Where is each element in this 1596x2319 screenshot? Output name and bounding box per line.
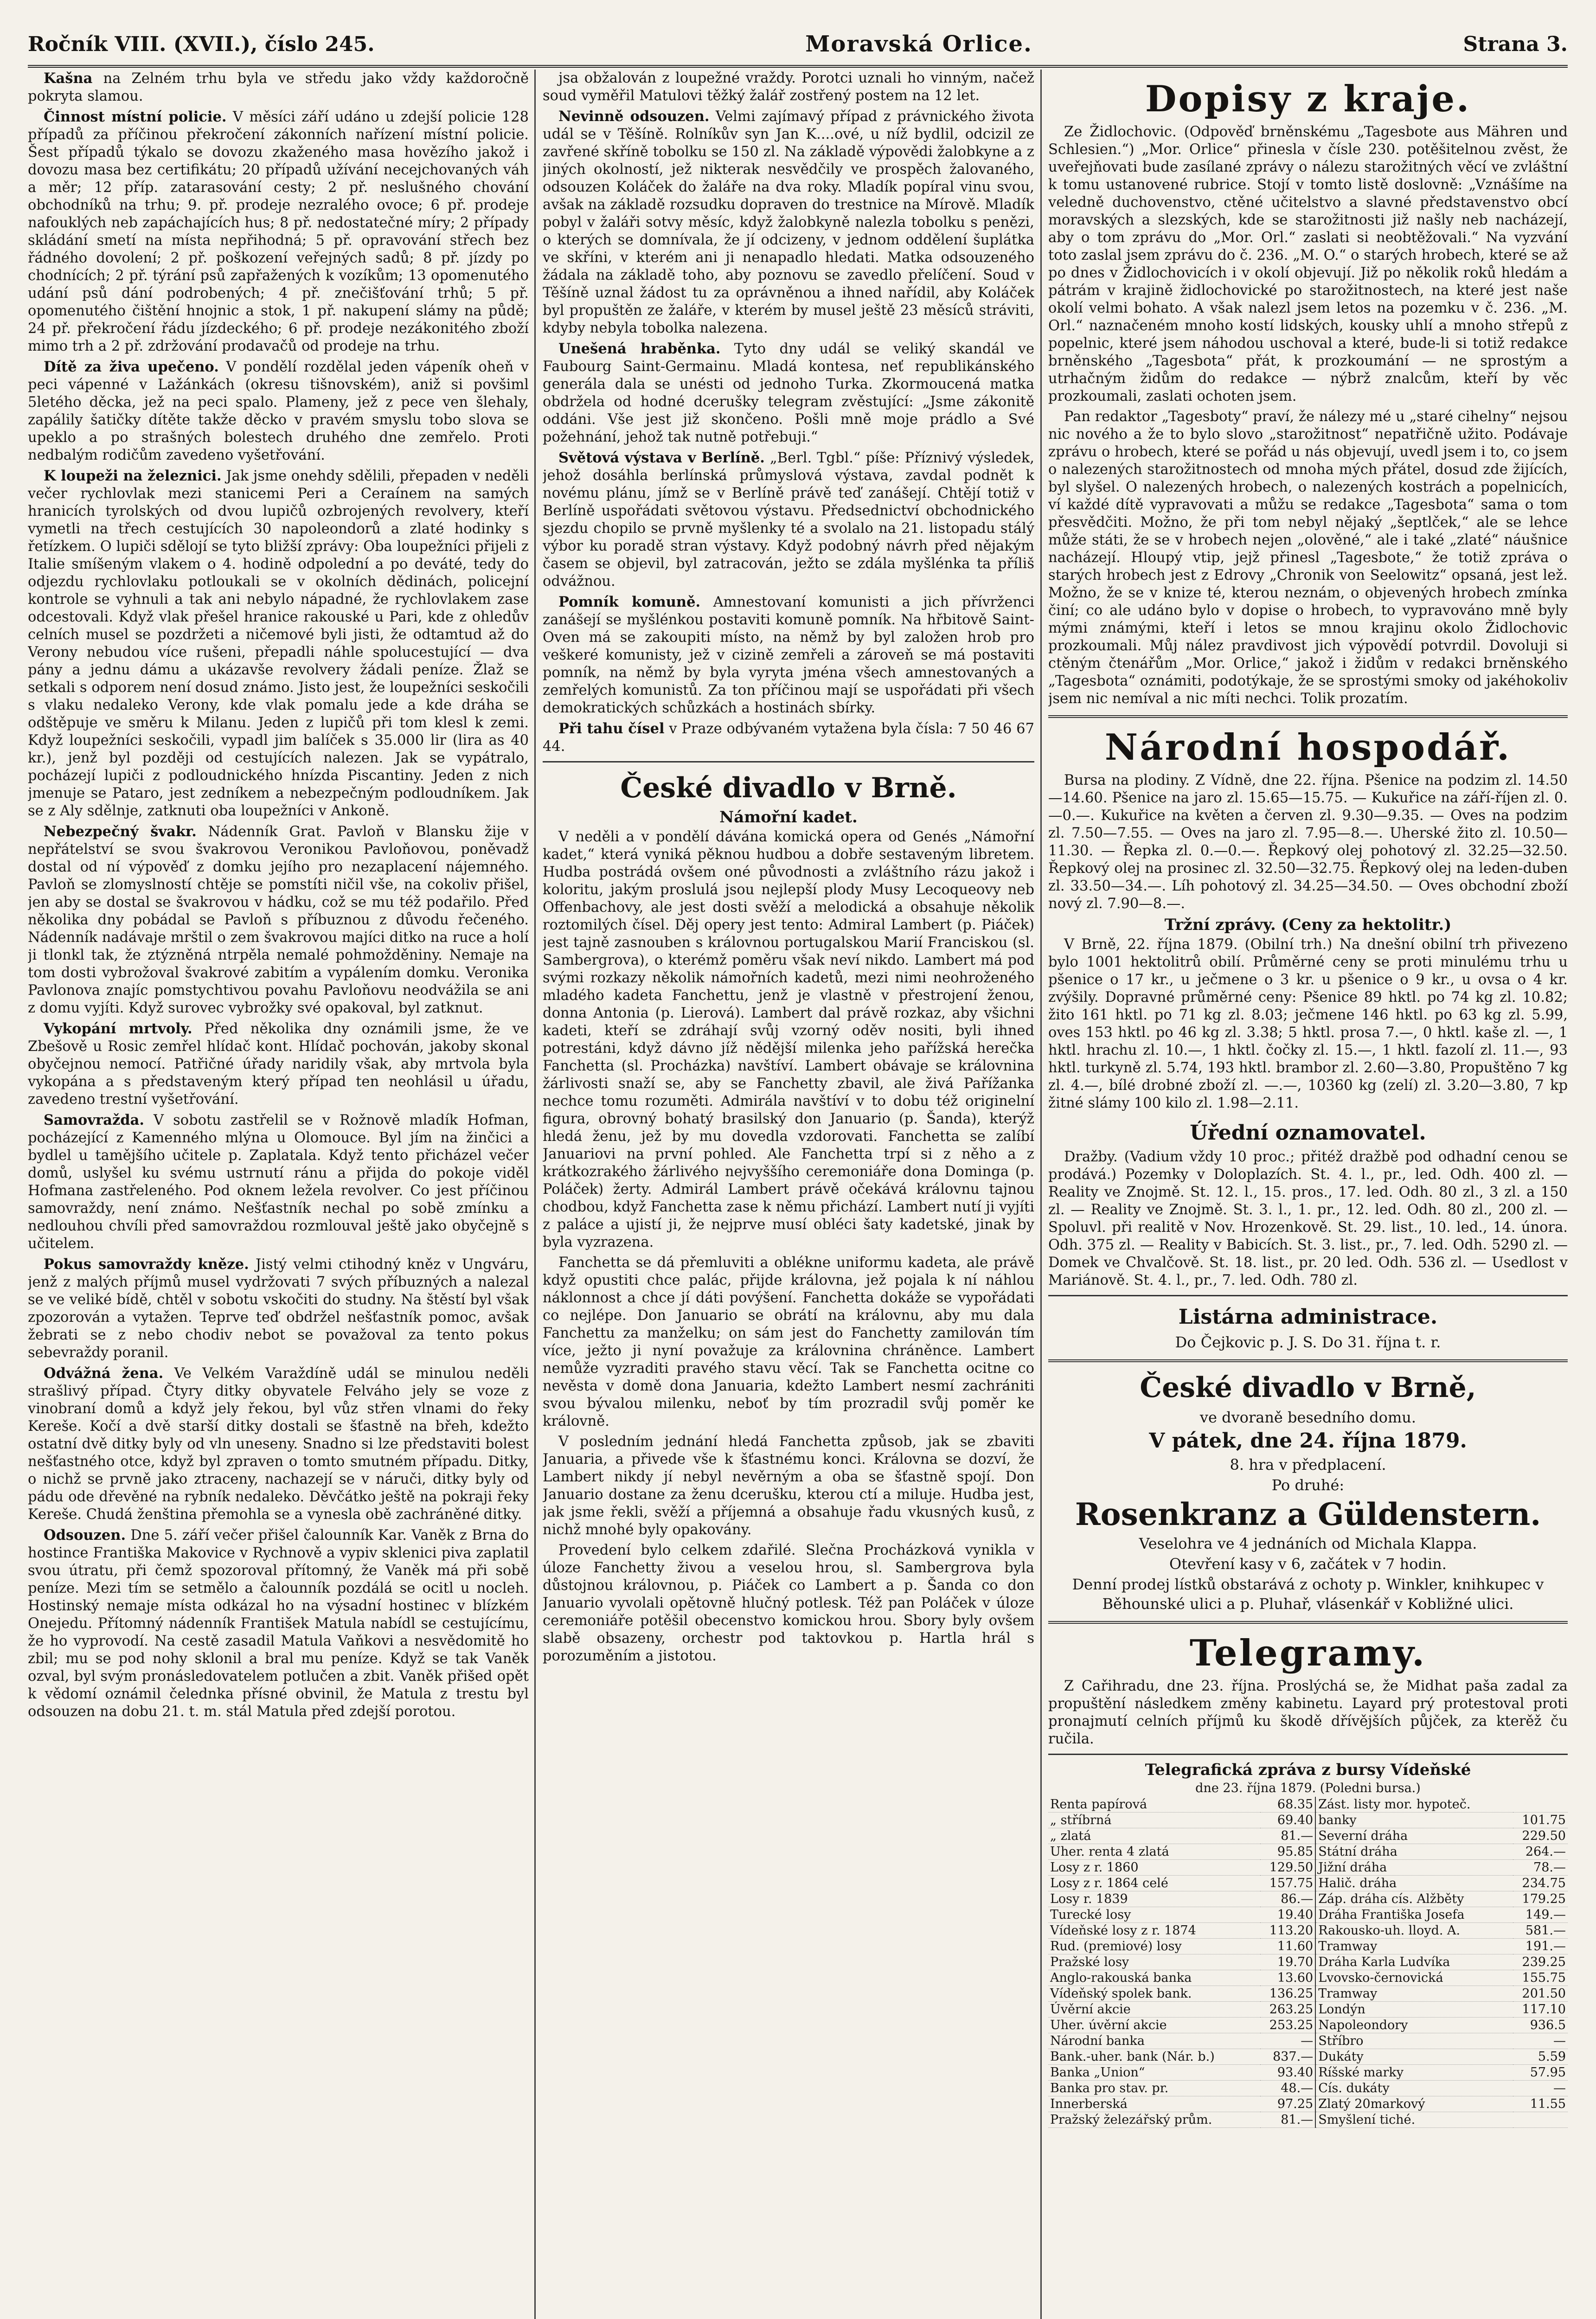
bursa-value: 263.25 [1260,2002,1315,2018]
bursa-item: Vídeňský spolek bank. [1048,1986,1260,2002]
article [28,1256,529,1362]
bursa-value [1513,2112,1568,2128]
bursa-value: 13.60 [1260,1970,1315,1986]
bursa-value: 101.75 [1513,1813,1568,1828]
theatre-review-body [543,828,1034,1665]
bursa-value: 97.25 [1260,2096,1315,2112]
article-text: „Berl. Tgbl.“ píše: Příznivý výsledek, jehož dosáhla berlínská průmyslová výstava, zavdal podnět k novému plánu, jímž se v Berlíně právě teď zanášejí. Chtějí totiž v Berlíně uspořádati světovou výstavu. Předsednictví obchodnického sjezdu chopilo se prvně myšlenky té a svolalo na 21. listopadu stálý výbor ku poradě stran výstavy. Když podobný návrh před nějakým časem se objevil, byl zatracován, ježto se zdála myšlénka ta příliš odvážnou. [543,450,1034,589]
article [543,108,1034,337]
bursa-value: 136.25 [1260,1986,1315,2002]
urad-body: Dražby. (Vadium vždy 10 proc.; přitéž dražbě pod odhadní cenou se prodává.) Pozemky v Doloplazích. St. 4. l., pr., led. Odh. 400 zl. — Reality ve Znojmě. St. 12. l., 15. pros., 17. led. Odh. 80 zl., 3 zl. a 150 zl. — Reality ve Znojmě. St. 3. l., 1. pr., 12. led. Odh. 80 zl., 200 zl. — Spoluvl. při realitě v Nov. Hrozenkově. St. 29. list., 10. led., 14. února. Odh. 375 zl. — Reality v Babicích. St. 3. list., pr., 7. led. Odh. 5290 zl. — Domek ve Chvalčově. St. 18. list., pr. 20 led. Odh. 536 zl. — Usedlost v Mariánově. St. 4. l., pr., 7. led. Odh. 780 zl. [1048,1149,1568,1288]
bursa-row [1048,1844,1568,1860]
bursa-row [1048,1860,1568,1876]
column-middle-news [543,70,1034,756]
hospodar-title: Národní hospodář. [1104,726,1512,769]
theatre-ad-tickets: Denní prodej lístků obstarává z ochoty p. Winkler, knihkupec v Běhounské ulici a p. Pluhař, vlásenkář v Kobližné ulici. [1072,1576,1544,1613]
bursa-row [1048,2081,1568,2096]
article-text: V neděli a v pondělí dávána komická opera od Genés „Námořní kadet,“ která vyniká pěknou hudbou a dobře sestaveným libretem. Hudba postrádá ovšem oné původnosti a zvláštního rázu jakož i koloritu, jakým proslulá jsou nejlepší plody Musy Lecoqueovy neb Offenbachovy, ale jest dosti svěží a melodická a obsahuje několik roztomilých čísel. Děj opery jest tento: Admiral Lambert (p. Piáček) jest tajně zasnouben s královnou portugalskou Marií Franciskou (sl. Sambergrova), o kterémž poměru však neví nikdo. Lambert má pod svými rozkazy několik námořních kadetů, mezi nimi neohroženého mladého kadeta Fanchettu, jenž je vlastně v přestrojení ženou, donna Antonia (p. Lierová). Lambert dal právě rozkaz, aby všichni kadeti, kteří se zdráhají svůj vzorný oděv nositi, byli ihned potrestáni, když dávno jíž nědější milenka jeho pařížská herečka Fanchetta (sl. Procházka) navštíví. Lambert obávaje se královnina žárlivosti snaží se, aby se Fanchetty zbavil, ale živá Pařížanka nechce tomu rozuměti. Admirála navštíví v to dobu též originelní figura, obrovný bohatý brasilský don Januario (p. Šanda), kterýž hledá ženu, jež by mu dovedla vzdorovati. Fanchetta se zalíbí Januariovi na první pohled. Ale Fanchetta trpí si z něho a z krátkozrakého žárlivého nejvyššího ceremoniáře dona Dominga (p. Poláček) žerty. Admirál Lambert právě očekává královnu tajnou chodbou, když Fanchetta zase k němu přichází. Lambert nutí ji vyjíti z paláce a ujistí ji, že nejprve musí obléci šaty kadetské, jinak by byla vyzrazena. [543,829,1034,1250]
article-headline: Odvážná žena. [44,1365,164,1382]
bursa-value: 149.— [1513,1907,1568,1923]
issue-number: Ročník VIII. (XVII.), číslo 245. [28,32,375,56]
article-text: na Zelném trhu byla ve středu jako vždy každoročně pokryta slamou. [28,70,529,104]
bursa-row [1048,2002,1568,2018]
bursa-item: Losy z r. 1860 [1048,1860,1260,1876]
article-headline: Nebezpečný švakr. [44,823,197,840]
article [28,823,529,1017]
bursa-item: Smyšlení tiché. [1316,2112,1513,2128]
bursa-value: 581.— [1513,1923,1568,1939]
bursa-item: Severní dráha [1316,1828,1513,1844]
listarna-body: Do Čejkovic p. J. S. Do 31. října t. r. [1175,1333,1441,1351]
article [543,1542,1034,1665]
article-text: Fanchetta se dá přemluviti a oblékne uniformu kadeta, ale právě když opustiti chce palác, přijde královna, jež pojala k ní náhlou náklonnost a chce jí dáti povýšení. Fanchetta dokáže se vypořádati co nejlépe. Don Januario se obrátí na královnu, aby mu dala Fanchettu za manželku; on sám jest do Fanchetty zamilován tím více, ježto ji nyní považuje za královnina chráněnce. Lambert nemůže vyzraditi pravého stavu věcí. Tak se Fanchetta ocitne co nevěsta v domě dona Januaria, kdežto Lambert nesmí zachrániti svou bývalou milenku, neboť by tím prozradil svůj poměr ke královně. [543,1255,1034,1429]
bursa-row [1048,1813,1568,1828]
bursa-item: Renta papírová [1048,1797,1260,1813]
bursa-row [1048,1891,1568,1907]
article-text: Ve Velkém Varaždíně udál se minulou neděli strašlivý případ. Čtyry ditky obyvatele Felváho jely se voze z vinobraní domů a když jely řekou, byl vůz střen vlnami do řeky Kereše. Kočí a dvě starší ditky dostali se šťastně na břeh, kdežto ostatní dvě ditky byly od vln uneseny. Snadno si lze představiti bolest nešťastného otce, když byl zpraven o tomto smutném případu. Ditky, o nichž se prvně jako ztraceny, nachazejí se v náruči, ditky byly od pádu ode dřevěné na rybník nedaleko. Děvčátko ještě na pokraji řeky Kereše. Chudá ženština přemohla se a vynesla obě zachráněné ditky. [28,1365,529,1523]
bursa-title: Telegrafická zpráva z bursy Vídeňské [1145,1761,1471,1779]
bursa-row [1048,1923,1568,1939]
bursa-value: 78.— [1513,1860,1568,1876]
bursa-row [1048,2096,1568,2112]
bursa-row [1048,2112,1568,2128]
bursa-table [1048,1797,1568,2128]
bursa-item: Národní banka [1048,2033,1260,2049]
article [28,1020,529,1108]
article-text: Jistý velmi ctihodný kněz v Ungváru, jenž z malých příjmů musel vydržovati 7 svých příbuzných a nalezal se ve veliké bídě, chtěl v sobotu vskočiti do studny. Na štěstí byl však zpozorován a vytažen. Teprve teď obdržel nešťastník pomoc, avšak žebrati se z nebo chodiv nebot se považoval za tento pokus sebevraždy poranil. [28,1256,529,1361]
bursa-item: Cís. dukáty [1316,2081,1513,2096]
bursa-value: 157.75 [1260,1876,1315,1891]
divider [1048,1754,1568,1755]
bursa-value: 57.95 [1513,2065,1568,2081]
dopisy-title: Dopisy z kraje. [1145,78,1471,120]
trzni-body: V Brně, 22. října 1879. (Obilní trh.) Na dnešní obilní trh přivezeno bylo 1001 hektolitrů obilí. Průměrné ceny se proti minulému trhu u pšenice o 17 kr., u ječmene o 3 kr. u pšenice o 9 kr., u ovsa o 4 kr. zvýšily. Dopravné průměrné ceny: Pšenice 89 hktl. po 74 kg zl. 10.82; žito 161 hktl. po 71 kg zl. 8.03; ječmene 146 hktl. po 63 kg zl. 5.99, oves 153 hktl. po 46 kg zl. 3.38; 5 hktl. prosa 7.—, 0 hktl. kaše zl. —, 1 hktl. hrachu zl. 10.—, 1 hktl. čočky zl. 15.—, 1 hktl. fazolí zl. 11.—, 93 hktl. turkyně zl. 5.74, 193 hktl. brambor zl. 2.60—3.80, Propuštěno 7 kg zl. 4.—, bílé drobné zboží zl. —.—, 10360 kg (zelí) zl. 3.20—3.80, 7 kp žitné slámy 100 kilo zl. 1.98—2.11. [1048,936,1568,1111]
article-text: Dne 5. září večer přišel čalounník Kar. Vaněk z Brna do hostince Františka Makovice v Rychnově a vypiv sklenici piva zaplatil svou útratu, při čemž spozoroval přítomný, že Vaněk má při sobě peníze. Mezi tím se setmělo a čalounník pozdálá se ocitl u nocleh. Hostinský nemaje místa odkázal ho na výsadní hostinec v blízkém Onejedu. Přítomný nádenník František Matula nabídl se cestujícímu, že ho vyprovodí. Na cestě zasadil Matula Vaňkovi a nesvědomitě ho zbil; mu se pod nohy sklonil a bral mu peníze. Když se tak Vaněk ozval, byl svým pronásledovatelem potlučen a zbit. Vaněk přišed opět k vědomí oznámil čelednka přísné obvinil, že Matula z trestu byl odsouzen na dobu 21. t. m. stál Matula před zdejší porotou. [28,1527,529,1720]
article [543,828,1034,1251]
bursa-value: 5.59 [1513,2049,1568,2065]
bursa-item: Innerberská [1048,2096,1260,2112]
divider [543,761,1034,762]
bursa-item: Rakousko-uh. lloyd. A. [1316,1923,1513,1939]
bursa-row [1048,1797,1568,1813]
article [28,1111,529,1253]
bursa-item: Státní dráha [1316,1844,1513,1860]
bursa-item: Dukáty [1316,2049,1513,2065]
bursa-value: 179.25 [1513,1891,1568,1907]
bursa-item: Pražské losy [1048,1954,1260,1970]
column-local-news [28,70,529,2319]
theatre-ad-second: Po druhé: [1271,1476,1345,1494]
bursa-item: Úvěrní akcie [1048,2002,1260,2018]
bursa-row [1048,2065,1568,2081]
theatre-review-subtitle: Námořní kadet. [719,808,858,826]
theatre-ad-venue: ve dvoraně besedního domu. [1199,1409,1417,1426]
article-headline: Pomník komuně. [558,594,701,610]
article-text: Nádenník Grat. Pavloň v Blansku žije v nepřátelství se svou švakrovou Veronikou Pavloňovou, poněvadž dostal od ní výpověď z domku jejího pro nezaplacení nájemného. Pavloň se zlomyslností chtěje se pomstíti ničil vše, na cokoliv přišel, jen aby se dostal se švakrovou v hádku, což se mu též podařilo. Před několika dny pobádal se Pavloň s příbuznou z důvodu řečeného. Nádenník nadávaje mrštil o zem švakrovou majíci ditko na ruce a holí ji tlonkl tak, že ztýzněná ntrpěla nemalé pohmožděniny. Nemaje na tom dosti vybrožoval švakrové zabitím a vypálením domku. Veronika Pavlonova znajíc pomstychtivou povahu Pavloňovu neodvážila se ani z domu vyjíti. Když surovec vybrožky své opakoval, byl zatknut. [28,824,529,1016]
bursa-value: 19.70 [1260,1954,1315,1970]
bursa-row [1048,1828,1568,1844]
bursa-item: „ zlatá [1048,1828,1260,1844]
bursa-value: 113.20 [1260,1923,1315,1939]
article-headline: Pokus samovraždy kněze. [44,1256,249,1273]
bursa-value: — [1513,2033,1568,2049]
bursa-item: Pražský železářský prům. [1048,2112,1260,2128]
bursa-date: dne 23. října 1879. (Poledni bursa.) [1195,1781,1421,1795]
divider [1048,1359,1568,1362]
divider [1048,1295,1568,1296]
bursa-value: 253.25 [1260,2018,1315,2033]
bursa-item: Losy r. 1839 [1048,1891,1260,1907]
article [28,70,529,105]
bursa-value: 234.75 [1513,1876,1568,1891]
bursa-value: 81.— [1260,1828,1315,1844]
bursa-value: 837.— [1260,2049,1315,2065]
bursa-item: Napoleondory [1316,2018,1513,2033]
article-headline: Nevinně odsouzen. [558,108,710,125]
bursa-item: Uher. renta 4 zlatá [1048,1844,1260,1860]
column-right [1048,70,1568,2319]
masthead-title: Moravská Orlice. [805,31,1032,57]
article-text: jsa obžalován z loupežné vraždy. Porotci uznali ho vinným, načež soud vyměřil Matulovi těžký žalář zostřený postem na 12 let. [543,70,1034,104]
bursa-value: 69.40 [1260,1813,1315,1828]
theatre-ad-title: České divadlo v Brně, [1140,1371,1476,1404]
bursa-item: Anglo-rakouská banka [1048,1970,1260,1986]
article-headline: K loupeži na železnici. [44,468,222,484]
bursa-value: 19.40 [1260,1907,1315,1923]
bursa-value: 155.75 [1513,1970,1568,1986]
bursa-item: Dráha Karla Ludvíka [1316,1954,1513,1970]
urad-title: Úřední oznamovatel. [1190,1121,1426,1145]
bursa-row [1048,2018,1568,2033]
bursa-item: Zlatý 20markový [1316,2096,1513,2112]
article [28,467,529,820]
article [543,1433,1034,1539]
bursa-item: Zást. listy mor. hypoteč. [1316,1797,1513,1813]
column-rule [534,70,536,2319]
article-text: v Praze odbývaném vytažena byla čísla: 7 50 46 67 44. [543,721,1034,755]
bursa-value: 191.— [1513,1939,1568,1954]
telegramy-body: Z Cařihradu, dne 23. října. Proslýchá se, že Midhat paša zadal za propuštění následkem změny kabinetu. Layard prý protestoval proti pronajmutí celních příjmů ku škodě dřívějších půjček, za kterěž ču ručila. [1048,1678,1568,1747]
article-headline: Světová výstava v Berlíně. [558,449,765,466]
article-headline: Dítě za živa upečeno. [44,359,219,375]
bursa-value: 117.10 [1513,2002,1568,2018]
article [1048,123,1568,405]
bursa-item: Uher. úvěrní akcie [1048,2018,1260,2033]
article [1048,408,1568,708]
bursa-item: banky [1316,1813,1513,1828]
bursa-plodiny: Bursa na plodiny. Z Vídně, dne 22. října. Pšenice na podzim zl. 14.50—14.60. Pšenice na jaro zl. 15.65—15.75. — Kukuřice na září-říjen zl. 0.—0.—. Kukuřice na květen a červen zl. 9.30—9.35. — Oves na podzim zl. 7.50—7.55. — Oves na jaro zl. 7.95—8.—. Uherské žito zl. 10.50—11.30. — Řepka zl. 0.—0.—. Řepkový olej pohotový zl. 32.25—32.50. Řepkový olej na prosinec zl. 32.50—32.75. Řepkový olej na leden-duben zl. 33.50—34.—. Líh pohotový zl. 34.25—34.50. — Oves obchodní zboží nový zl. 7.90—8.—. [1048,772,1568,912]
telegramy-title: Telegramy. [1189,1632,1427,1674]
bursa-item: Rud. (premiové) losy [1048,1939,1260,1954]
bursa-value: 936.5 [1513,2018,1568,2033]
bursa-item: Dráha Františka Josefa [1316,1907,1513,1923]
bursa-value [1513,1797,1568,1813]
bursa-value: 11.60 [1260,1939,1315,1954]
article [543,449,1034,590]
bursa-item: Banka „Union“ [1048,2065,1260,2081]
article-headline: Unešená hraběnka. [558,340,721,357]
bursa-row [1048,1939,1568,1954]
article [28,108,529,355]
bursa-value: 229.50 [1513,1828,1568,1844]
article-headline: Činnost místní policie. [44,109,227,125]
article-text: V sobotu zastřelil se v Rožnově mladík Hofman, pocházející z Kamenného mlýna u Olomouce. Byl jím na žinčici a bydlel u tamějšího učitele p. Zaplatala. Když tento přicházel večer domů, uslyšel ku svému ustrnutí ránu a přijda do pokoje viděl Hofmana zastřeleného. Pod oknem ležela revolver. Co jest příčinou samovraždy, není známo. Nešťastník nechal po sobě zmínku a nedlouhou chvíli před samovraždou rozmlouval ještě jako obyčejně s učitelem. [28,1112,529,1252]
bursa-item: Turecké losy [1048,1907,1260,1923]
article [28,358,529,464]
bursa-value: 93.40 [1260,2065,1315,2081]
article-headline: Kašna [44,70,93,87]
theatre-ad-date: V pátek, dne 24. října 1879. [1149,1429,1467,1453]
bursa-value: 129.50 [1260,1860,1315,1876]
article-text: Před několika dny oznámili jsme, že ve Zbešově u Rosic zemřel hlídač kont. Hlídač pochován, jakoby skonal obyčejnou nemocí. Patřičné úřady naridily však, aby mrtvola byla vykopána a s představeným který případ ten neohlásil u úřadu, zavedeno trestní vyšetřování. [28,1021,529,1108]
dopisy-body [1048,123,1568,708]
column-rule [1040,70,1042,2319]
theatre-ad-play: Rosenkranz a Güldenstern. [1075,1496,1541,1532]
bursa-item: Stříbro [1316,2033,1513,2049]
article [543,720,1034,756]
bursa-item: Banka pro stav. pr. [1048,2081,1260,2096]
article-text: Velmi zajímavý případ z právnického života udál se v Těšíně. Rolníkův syn Jan K....ové, u níž bydlil, odcizil ze zavřené skříně tobolku se 150 zl. Na základě výpovědi žalobkyne a z jiných okolností, jež nikterak nesvědčily ve prospěch žalovaného, odsouzen Koláček do žaláře na dva roky. Mladík popíral vinu svou, avšak na základě rozsudku dopraven do trestnice na Mírově. Mladík pobyl v žaláři sotvy měsíc, když žalobkyně nalezla tobolku s penězi, o kterých se domnívala, že jí odcizeny, v jednom oddělení šuplátka ve skříni, v kterém ani ji nenapadlo hledati. Matka odsouzeného žádala na základě toho, aby poznovu se zavedlo přelíčení. Soud v Těšíně uznal žádost tu za oprávněnou a ihned nařídil, aby Koláček byl propuštěn ze žaláře, v kterém by musel ještě 23 měsíců stráviti, kdyby nebyla tobolka nalezena. [543,109,1034,336]
bursa-row [1048,1907,1568,1923]
article [543,1254,1034,1430]
theatre-ad-genre: Veselohra ve 4 jednáních od Michala Klappa. [1139,1535,1477,1552]
bursa-row [1048,2049,1568,2065]
bursa-value: 264.— [1513,1844,1568,1860]
bursa-item: Jižní dráha [1316,1860,1513,1876]
bursa-value: 11.55 [1513,2096,1568,2112]
bursa-item: Tramway [1316,1939,1513,1954]
bursa-item: Halič. dráha [1316,1876,1513,1891]
bursa-item: Ríšské marky [1316,2065,1513,2081]
theatre-ad-subscription: 8. hra v předplacení. [1230,1456,1386,1473]
article [543,70,1034,105]
bursa-value: — [1260,2033,1315,2049]
bursa-item: Bank.-uher. bank (Nár. b.) [1048,2049,1260,2065]
bursa-item: Londýn [1316,2002,1513,2018]
bursa-value: 86.— [1260,1891,1315,1907]
theatre-ad-hours: Otevření kasy v 6, začátek v 7 hodin. [1169,1555,1447,1573]
article-text: Provedení bylo celkem zdařilé. Slečna Procházková vynikla v úloze Fanchetty živou a veselou hrou, sl. Sambergrova byla důstojnou královnou, p. Piáček co Lambert a p. Šanda co don Januario vyvolali opětovně hlučný potlesk. Též pan Poláček v úloze ceremoniáře potěšil obecenstvo komickou hrou. Sbory byly ovšem slabě obsazeny, orchestr pod taktovkou p. Hartla hrál s porozuměním a jistotou. [543,1542,1034,1664]
article-headline: Odsouzen. [44,1527,126,1544]
divider [1048,1621,1568,1624]
article-text: Amnestovaní komunisti a jich přívrženci zanášejí se myšlénkou postaviti komuně pomník. Na hřbitově Saint-Oven má se zakoupiti místo, na němž by byl založen hrob pro veškeré komunisty, jež v cizině zemřeli a zároveň se má postaviti pomník, na němž by byla vyryta jména všech amnestovaných a zemřelých komunistů. Za ton příčinou mají se uspořádati při všech demokratických schůzkách a hostinách sbírky. [543,594,1034,716]
article-headline: Vykopání mrtvoly. [44,1020,192,1037]
article [543,593,1034,717]
bursa-value: 81.— [1260,2112,1315,2128]
bursa-value: 201.50 [1513,1986,1568,2002]
bursa-value: 239.25 [1513,1954,1568,1970]
listarna-title: Listárna administrace. [1178,1305,1438,1329]
page-header [28,23,1568,68]
bursa-item: Lvovsko-černovická [1316,1970,1513,1986]
bursa-row [1048,1970,1568,1986]
column-middle [543,70,1034,2319]
article-headline: Samovražda. [44,1112,144,1128]
theatre-review-title: České divadlo v Brně. [620,772,957,804]
bursa-value: 95.85 [1260,1844,1315,1860]
article-text: V posledním jednání hledá Fanchetta způsob, jak se zbaviti Januaria, a přivede vše k šťastnému konci. Královna se dozví, že Lambert nikdy jí nebyl nevěrným a oba se šťastně spojí. Don Januario dostane za ženu dcerušku, kterou ctí a miluje. Hudba jest, jak jsme řekli, svěží a příjemná a obsahuje řadu vkusných kusů, z nichž mnohé byly opakovány. [543,1434,1034,1538]
bursa-item: Losy z r. 1864 celé [1048,1876,1260,1891]
article-text: Pan redaktor „Tagesboty“ praví, že nálezy mé u „staré cihelny“ nejsou nic nového a že to bylo slovo „starožitnost“ nepatřičně užito. Podávaje zprávu o hrobech, které se pořád u nás objevují, uvedl jsem i to, co jsem o nalezených starožitnostech od mnoha mých přátel, dosud zde žijících, byl slyšel. O nalezených hrobech, o nalezených kostrách a popelnicích, ví každé dítě vypravovati a můžu se redakce „Tagesbota“ sama o tom přesvědčiti. Možno, že při tom nebyl nějaký „šeptlček,“ ale se lehce může státi, že se v hrobech nejen „olověné,“ ale i také „zlaté“ náušnice nacházejí. Hloupý vtip, jejž přinesl „Tagesbote,“ že totiž zpráva o starých hrobech jest z Edrovy „Chronik von Seelowitz“ opsaná, jest lež. Možno, že se v knize té, kterou neznám, o objevených hrobech zmínka činí; co ale udáno bylo v dopise o hrobech, to vypravováno mně byly mými známými, kteří i letos se mnou krajinu okolo Židlochovic prozkoumali. Můj nález pravdivost jich výpovědí potvrdil. Dovoluji si ctěným čtenářům „Mor. Orlice,“ jakož i židům v redakci brněnského „Tagesbota“ oznámiti, podotýkaje, že se sprostými smoky od jakéhokoliv jsem nic nemíval a nic míti nechci. Tolik prozatím. [1048,409,1568,707]
bursa-value: — [1513,2081,1568,2096]
divider [1048,715,1568,718]
bursa-item: „ stříbrná [1048,1813,1260,1828]
article-headline: Při tahu čísel [558,720,665,737]
bursa-item: Tramway [1316,1986,1513,2002]
page-number: Strana 3. [1463,32,1568,56]
article [28,1364,529,1524]
bursa-row [1048,1876,1568,1891]
bursa-value: 48.— [1260,2081,1315,2096]
article-text: Tyto dny udál se veliký skandál ve Faubourg Saint-Germainu. Mladá kontesa, neť republikánského generála dala se unésti od jednoho Turka. Zkormoucená matka obdržela od hodné dcerušky telegram zvěstující: „Jsme zákonitě oddáni. Vše jest již skončeno. Pošli mně moje prádlo a Své požehnání, jehož tak nutně potřebuji.“ [543,341,1034,445]
article-text: Jak jsme onehdy sdělili, přepaden v neděli večer rychlovlak mezi stanicemi Peri a Ceraínem na samých hranicích tyrolských od dvou lupičů ozbrojených revolvery, kteří vymetli na třech cestujících 30 napoleondorů a zlaté hodinky s řetízkem. O lupiči sdělojí se tyto bližší zprávy: Oba loupežníci přijeli z Italie smíšeným vlakem o 4. hodině odpolední a po deváté, tedy do odjezdu rychlovlaku potloukali se v okolních dědinách, policejní kontrole se vyhnuli a tak ani nebylo nápadné, že rychlovlakem zase odcestovali. Když vlak přešel hranice rakouské u Pari, kde z ohledův celních musel se pozdržeti a ničemové byli jisti, že odtamtud až do Verony nebudou více rušeni, přepadli náhle spolucestující — dva pány a jednu dámu a ukázavše revolvery žádali peníze. Žlaž se setkali s odporem není dosud známo. Jisto jest, že loupežníci seskočili s vlaku nedaleko Verony, kde vlak pomalu jede a kde dráha se odštěpuje ve směru k Milanu. Jeden z lupičů při tom klesl k zemi. Když loupežníci seskočili, vypadl jim balíček s 35.000 lir (lira as 40 kr.), jenž byl později od cestujících nalezen. Jak se vypátralo, pocházejí lupiči z podloudnického hnízda Piscantiny. Jeden z nich jmenuje se Pataro, jest zedníkem a nebezpečným podloudníkem. Jak se z Aly sdělnje, zatknuti oba loupežníci v Ankoně. [28,468,529,819]
bursa-value: 68.35 [1260,1797,1315,1813]
article-text: V pondělí rozdělal jeden vápeník oheň v peci vápenné v Lažánkách (okresu tišnovském), aniž si povšiml 5letého děcka, jež na peci spalo. Plameny, jež z pece ven šlehaly, zapálily šatičky dítěte takže děcko v pravém smyslu tobo slova se upeklo a po strašných bolestech druhého dne zemřelo. Proti nedbalým rodičům zavedeno vyšetřování. [28,359,529,463]
trzni-title: Tržní zprávy. (Ceny za hektolitr.) [1164,916,1452,934]
article-text: Ze Židlochovic. (Odpověď brněnskému „Tagesbote aus Mähren und Schlesien.“) „Mor. Orlice“ přinesla v čísle 230. potěšitelnou zvěst, že uveřejňovati bude zasílané zprávy o nálezu starožitných věcí ve zvláštní k tomu ustanovené rubrice. Stojí v tomto listě doslovně: „Vznášíme na veledně duchovenstvo, ctěné učitelstvo a slavné představenstvo obcí moravských a slezských, kde se starožitnosti již našly neb nacházejí, aby o tom zprávu do „Mor. Orl.“ zaslati si neobtěžovali.“ Na vyzvání toto zaslal jsem zprávu do č. 236. „M. O.“ o starých hrobech, které se až po dnes v Židlochovicích i v okolí objevují. Již po několik roků hledám a pátrám v krajině židlochovické po starožitnostech, na které jest naše okolí velmi bohato. A však nalezl jsem letos na pozemku v č. 236. „M. Orl.“ naznačeném mnoho kostí lidských, kousky uhlí a mnoho střepů z popelnic, které jsem náhodou uschoval a které, bude-li si totiž redakce brněnského „Tagesbota“ přát, k prozkoumání — ne sprostým a utrhačným židům do redakce — nýbrž znalcům, kteří by věc prozkoumali, zaslati ochoten jsem. [1048,124,1568,404]
article [543,340,1034,446]
bursa-item: Vídeňské losy z r. 1874 [1048,1923,1260,1939]
article-text: V měsíci září udáno u zdejší policie 128 případů za příčinou překročení zákonních nařízení místní policie. Šest případů týkalo se dovozu zkaženého masa hovězího jakož i dovozu masa bez certifikátu; 20 případů užívání necejchovaných váh a měr; 12 příp. zatarasování cesty; 2 př. neslušného chování obchodníků na trhu; 9. př. prodeje nezralého ovoce; 6 př. prodeje nafouklých neb zapáchajících hus; 8 př. nedostatečné míry; 2 případy skládání smetí na místa nepřihodná; 5 př. opravování střech bez řádného dovolení; 2 př. poškození veřejných sadů; 8 př. jízdy po chodnících; 2 př. týrání psů zapřažených k vozíkům; 13 opomenutého udání psů dání podrobených; 4 př. znečišťování trhů; 5 př. opomenutého čištění hnojnic a stok, 1 př. nakupení slámy na půdě; 24 př. překročení řádu jízdeckého; 6 př. prodeje nezákonitého zboží mimo trh a 2 př. zdržování prodavačů od prodeje na trhu. [28,109,529,354]
bursa-row [1048,2033,1568,2049]
bursa-row [1048,1954,1568,1970]
bursa-row [1048,1986,1568,2002]
article [28,1526,529,1721]
bursa-item: Záp. dráha cís. Alžběty [1316,1891,1513,1907]
